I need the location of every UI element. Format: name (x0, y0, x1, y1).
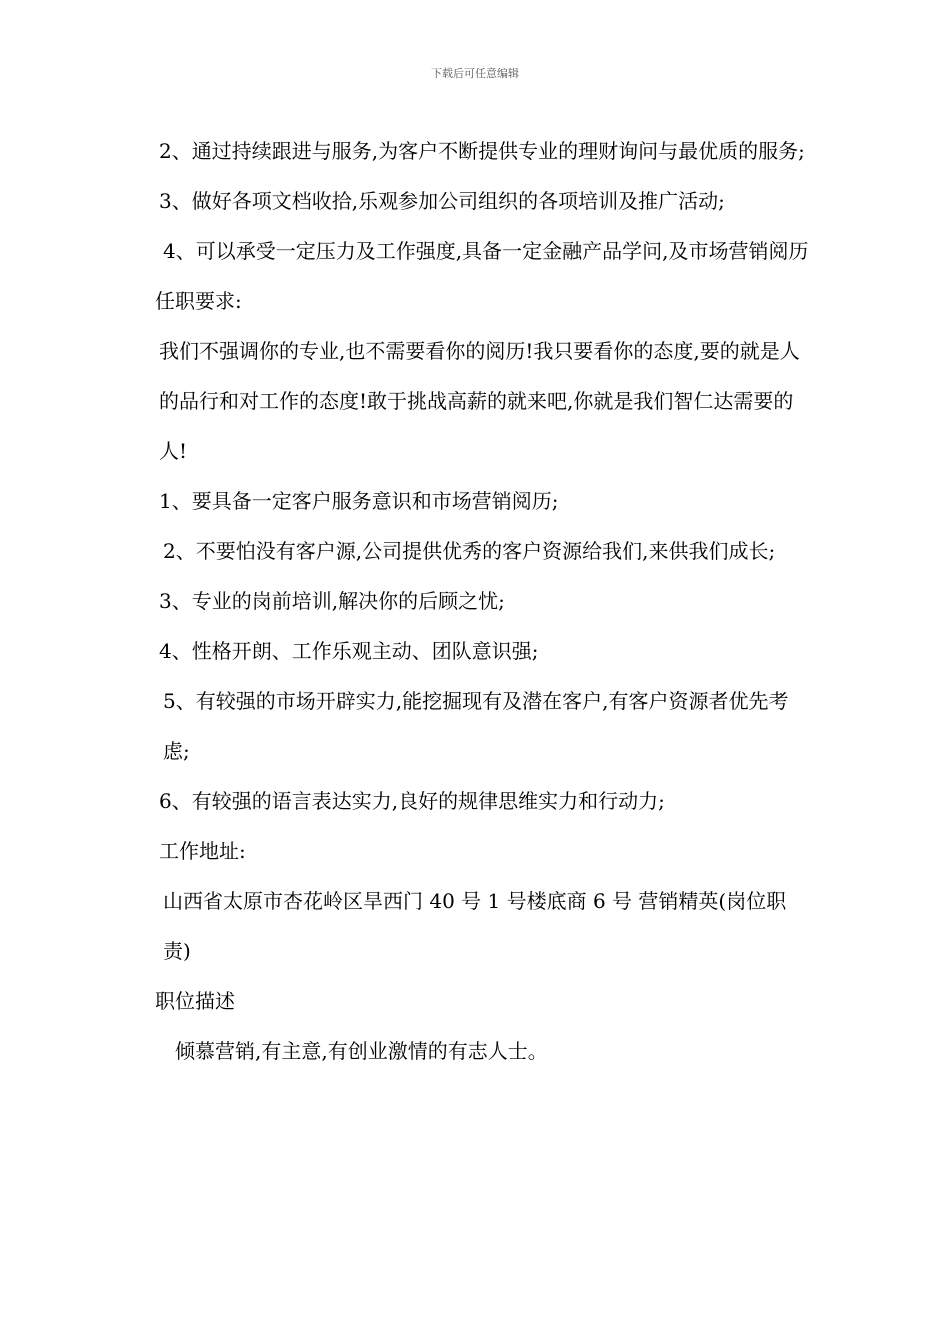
requirement-item-5: 5、有较强的市场开辟实力,能挖掘现有及潜在客户,有客户资源者优先考虑; (163, 689, 789, 763)
section-heading-position: 职位描述 (155, 989, 235, 1013)
requirements-intro: 我们不强调你的专业,也不需要看你的阅历!我只要看你的态度,要的就是人的品行和对工作的态度!敢于挑战高薪的就来吧,你就是我们智仁达需要的人! (159, 339, 800, 463)
section-heading-address: 工作地址: (159, 839, 246, 863)
duty-item-2: 2、通过持续跟进与服务,为客户不断提供专业的理财询问与最优质的服务; (159, 139, 805, 163)
requirement-item-6: 6、有较强的语言表达实力,良好的规律思维实力和行动力; (159, 789, 665, 813)
requirement-item-2: 2、不要怕没有客户源,公司提供优秀的客户资源给我们,来供我们成长; (163, 539, 776, 563)
duty-item-4: 4、可以承受一定压力及工作强度,具备一定金融产品学问,及市场营销阅历 (163, 239, 809, 263)
requirement-item-3: 3、专业的岗前培训,解决你的后顾之忧; (159, 589, 505, 613)
position-description: 倾慕营销,有主意,有创业激情的有志人士。 (175, 1039, 548, 1063)
work-address: 山西省太原市杏花岭区旱西门 40 号 1 号楼底商 6 号 营销精英(岗位职责) (163, 889, 787, 963)
requirement-item-1: 1、要具备一定客户服务意识和市场营销阅历; (159, 489, 559, 513)
document-body (145, 126, 813, 1076)
duty-item-3: 3、做好各项文档收拾,乐观参加公司组织的各项培训及推广活动; (159, 189, 725, 213)
page-header-note: 下载后可任意编辑 (431, 67, 519, 80)
section-heading-requirements: 任职要求: (155, 289, 242, 313)
requirement-item-4: 4、性格开朗、工作乐观主动、团队意识强; (159, 639, 539, 663)
